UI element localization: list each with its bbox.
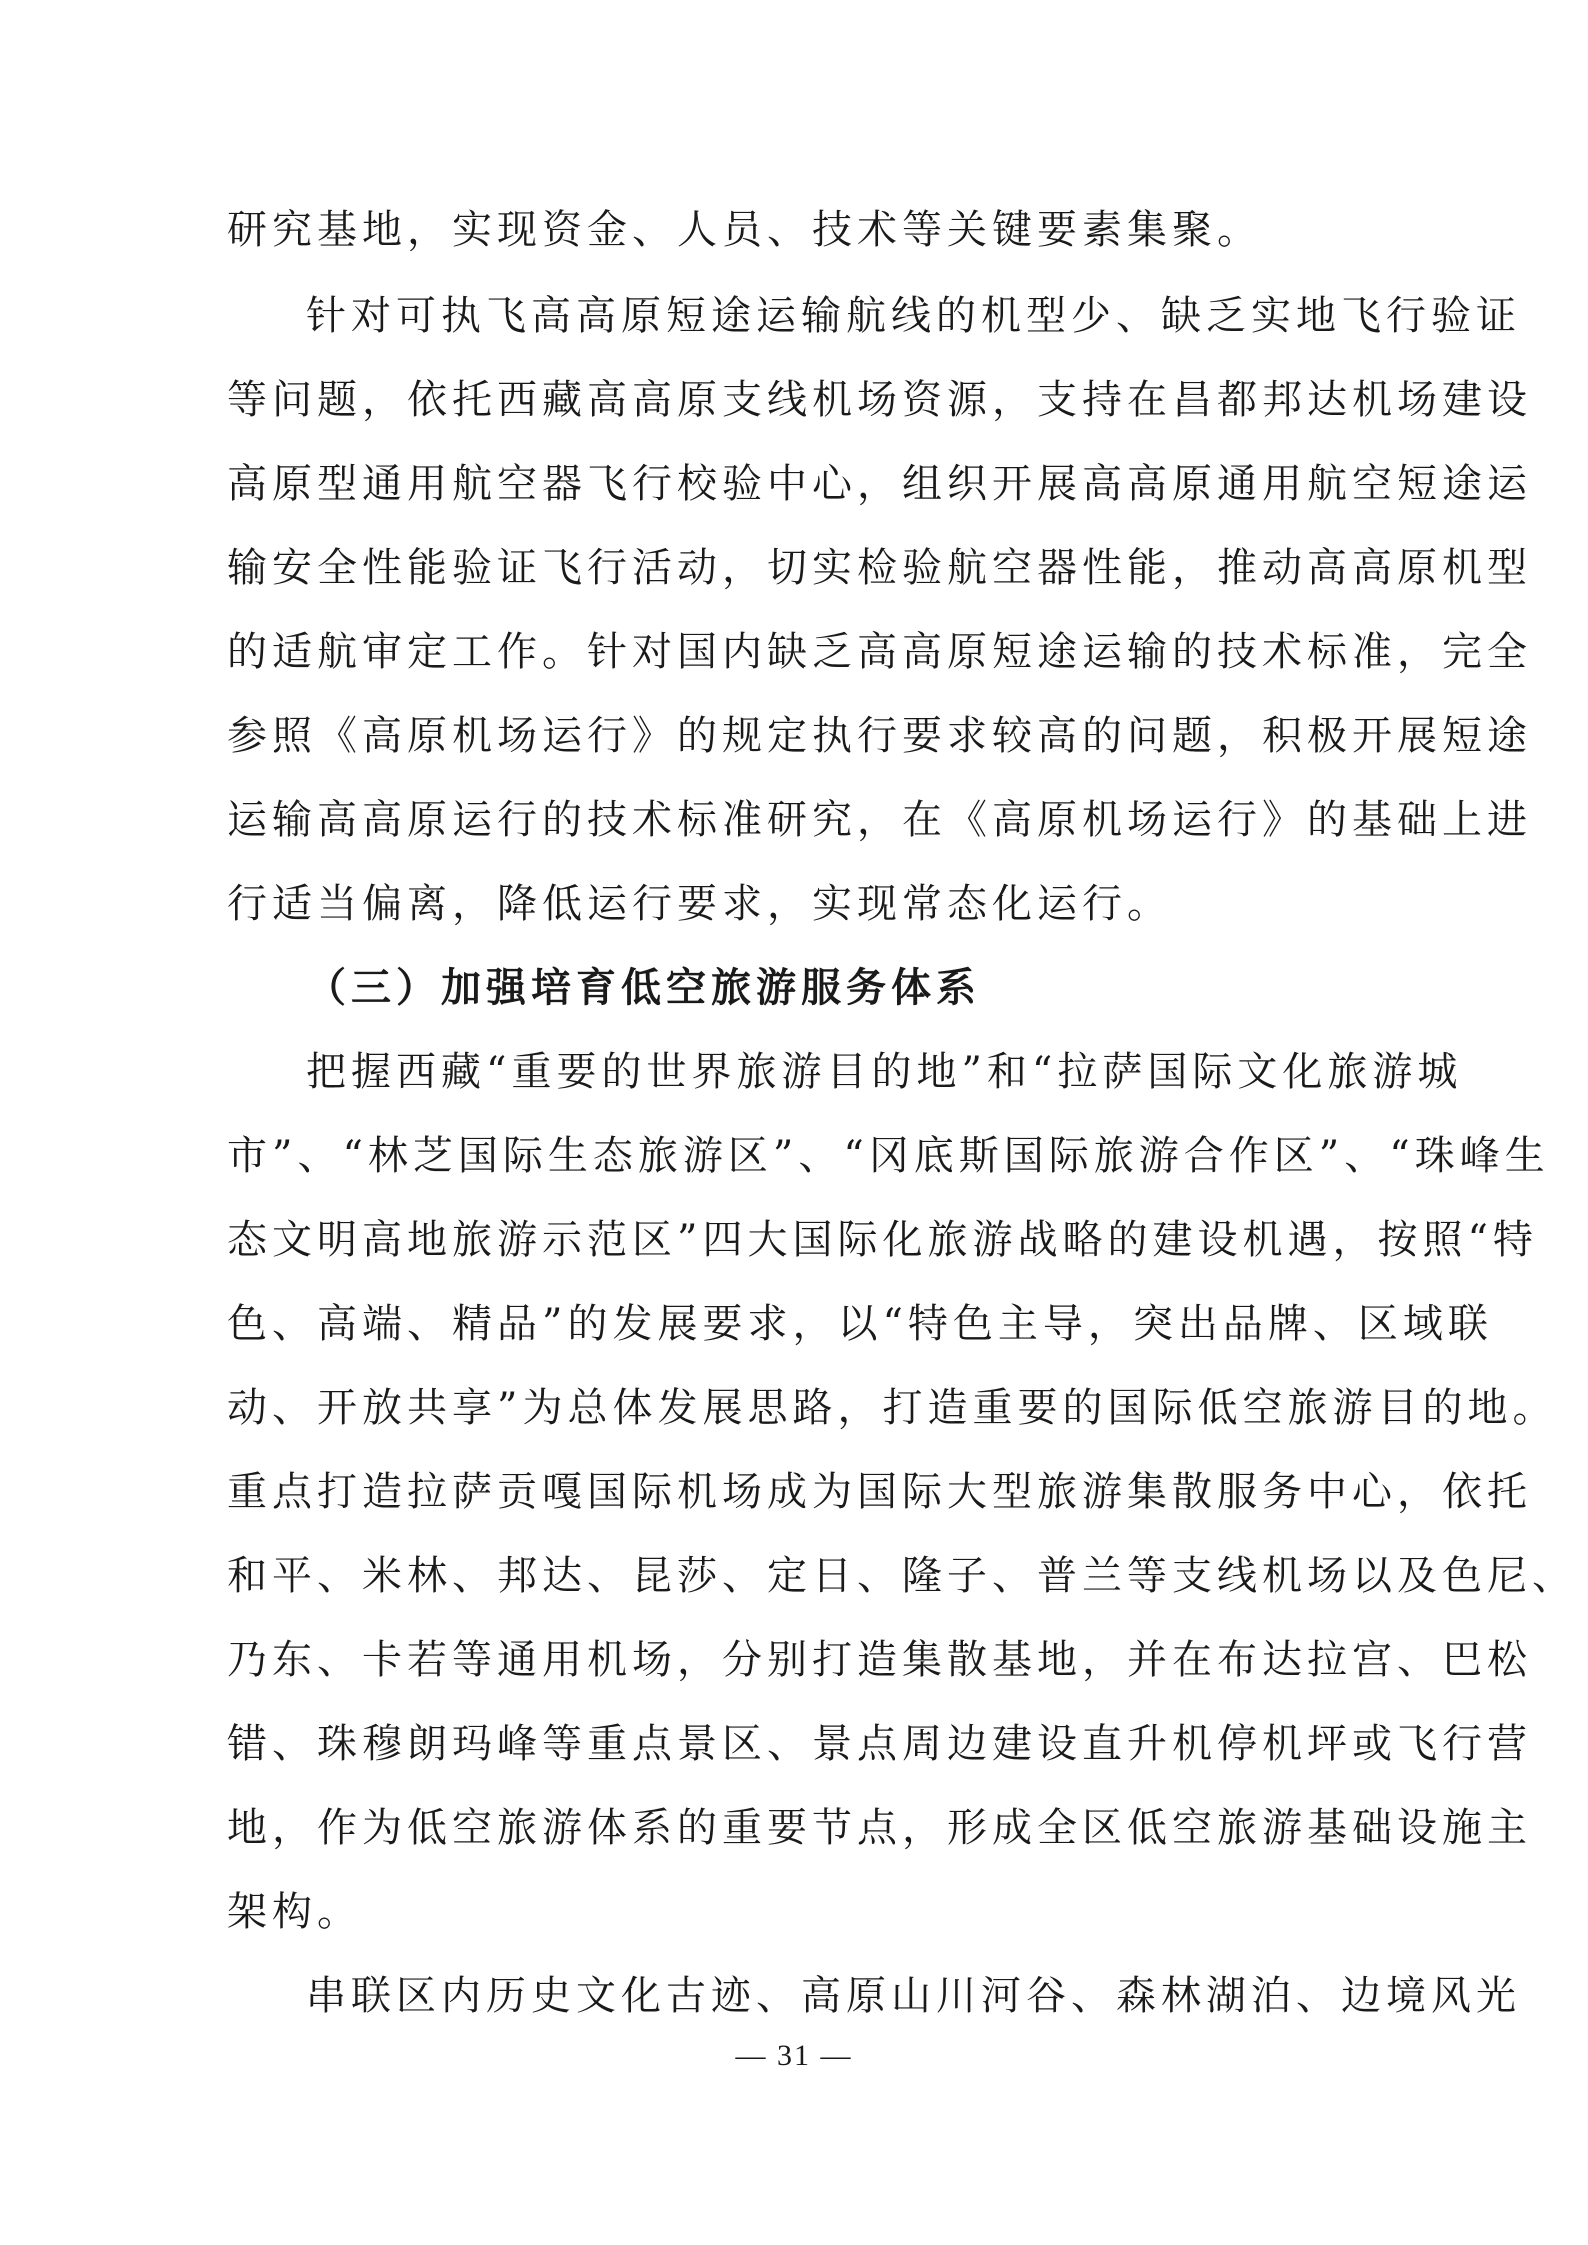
text-line: 研究基地，实现资金、人员、技术等关键要素集聚。 (227, 207, 1262, 253)
text-line: 地，作为低空旅游体系的重要节点，形成全区低空旅游基础设施主 (227, 1805, 1532, 1851)
text-line: 市”、“林芝国际生态旅游区”、“冈底斯国际旅游合作区”、“珠峰生 (227, 1133, 1550, 1179)
text-line: 把握西藏“重要的世界旅游目的地”和“拉萨国际文化旅游城 (306, 1049, 1463, 1095)
text-line: 等问题，依托西藏高高原支线机场资源，支持在昌都邦达机场建设 (227, 377, 1532, 423)
text-line: 色、高端、精品”的发展要求，以“特色主导，突出品牌、区域联 (227, 1301, 1493, 1347)
text-line: 高原型通用航空器飞行校验中心，组织开展高高原通用航空短途运 (227, 461, 1532, 507)
text-line: 串联区内历史文化古迹、高原山川河谷、森林湖泊、边境风光 (306, 1973, 1521, 2019)
text-line: 的适航审定工作。针对国内缺乏高高原短途运输的技术标准，完全 (227, 629, 1532, 675)
text-line: 动、开放共享”为总体发展思路，打造重要的国际低空旅游目的地。 (227, 1385, 1558, 1431)
text-line: 参照《高原机场运行》的规定执行要求较高的问题，积极开展短途 (227, 713, 1532, 759)
text-line: 态文明高地旅游示范区”四大国际化旅游战略的建设机遇，按照“特 (227, 1217, 1538, 1263)
text-line: 针对可执飞高高原短途运输航线的机型少、缺乏实地飞行验证 (306, 293, 1521, 339)
text-line: 运输高高原运行的技术标准研究，在《高原机场运行》的基础上进 (227, 797, 1532, 843)
page-number: — 31 — (735, 2039, 853, 2072)
text-line: 乃东、卡若等通用机场，分别打造集散基地，并在布达拉宫、巴松 (227, 1637, 1532, 1683)
text-line: 输安全性能验证飞行活动，切实检验航空器性能，推动高高原机型 (227, 545, 1532, 591)
text-line: 和平、米林、邦达、昆莎、定日、隆子、普兰等支线机场以及色尼、 (227, 1553, 1577, 1599)
section-heading: （三）加强培育低空旅游服务体系 (306, 965, 981, 1011)
text-line: 架构。 (227, 1889, 362, 1935)
text-line: 行适当偏离，降低运行要求，实现常态化运行。 (227, 881, 1172, 927)
text-line: 错、珠穆朗玛峰等重点景区、景点周边建设直升机停机坪或飞行营 (227, 1721, 1532, 1767)
text-line: 重点打造拉萨贡嘎国际机场成为国际大型旅游集散服务中心，依托 (227, 1469, 1532, 1515)
